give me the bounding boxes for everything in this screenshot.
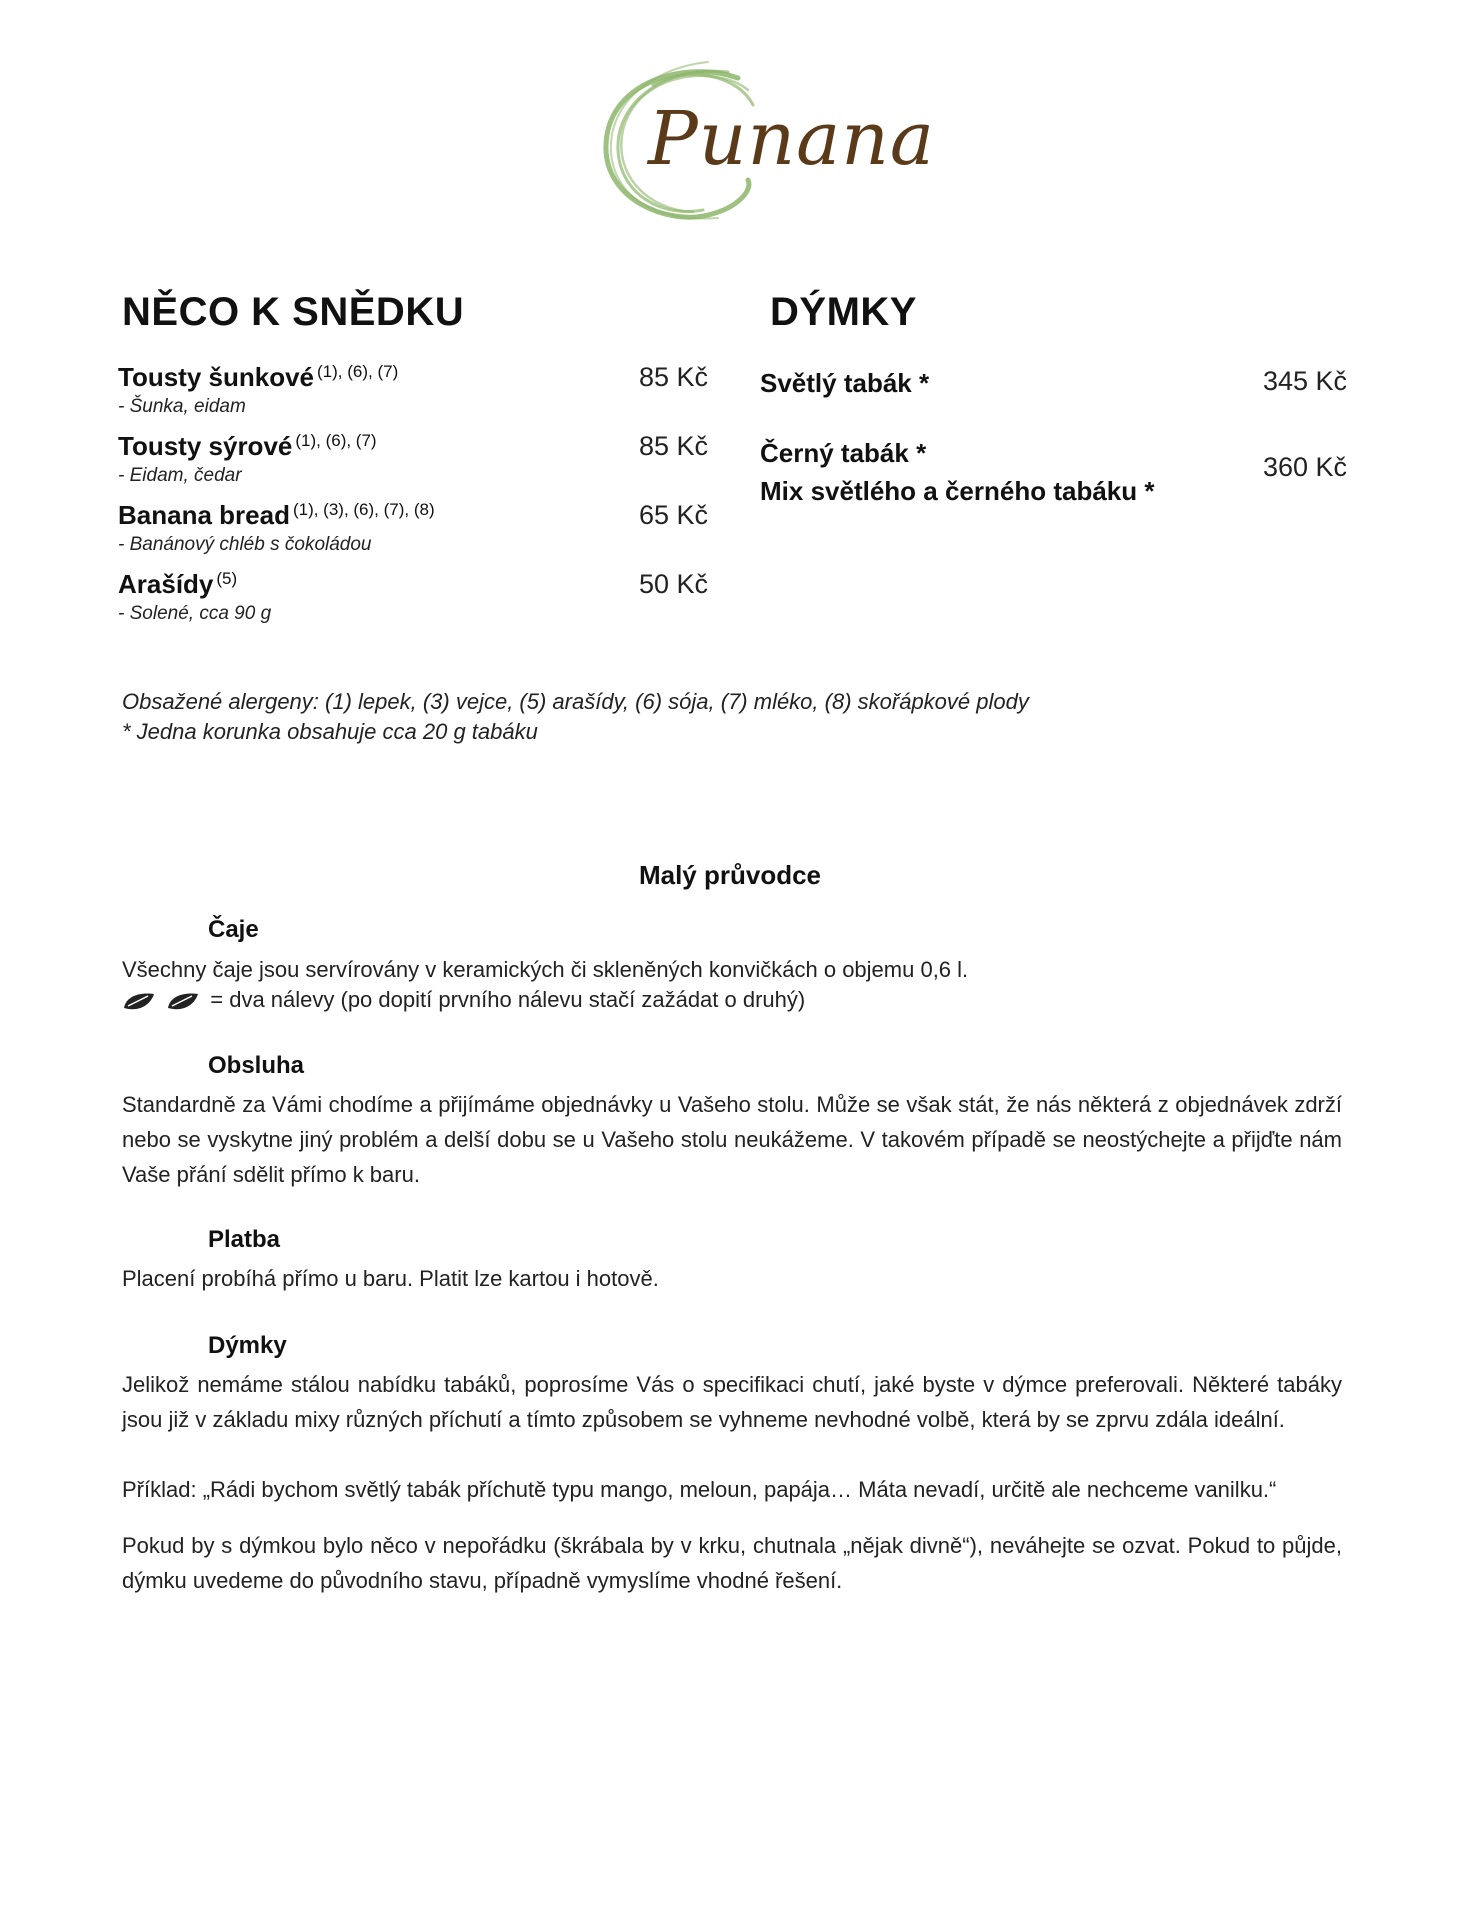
pipes-guide-problem: Pokud by s dýmkou bylo něco v nepořádku (škrábala by v krku, chutnala „nějak divně“), neváhejte se ozvat. Pokud to půjde, dýmku uvedeme do původního stavu, případně vymyslíme vhodné řešení. [122, 1533, 1342, 1593]
pipes-guide-text: Jelikož nemáme stálou nabídku tabáků, poprosíme Vás o specifikaci chutí, jaké byste v dýmce preferovali. Některé tabáky jsou již v základu mixy různých příchutí a tímto způsobem se vyhneme nevhodné volbě, která by se zprvu zdála ideální. [122, 1372, 1342, 1432]
menu-item [118, 500, 708, 556]
service-heading: Obsluha [208, 1052, 305, 1079]
item-description: - Solené, cca 90 g [118, 603, 272, 624]
infusion-text: = dva nálevy (po dopití prvního nálevu stačí zažádat o druhý) [210, 987, 806, 1012]
pipe-item-name: Světlý tabák * [760, 368, 930, 398]
pipe-item-name-mix: Mix světlého a černého tabáku * [760, 476, 1155, 506]
teas-infusion-note [122, 982, 1342, 1017]
teas-text: Všechny čaje jsou servírovány v keramických či skleněných konvičkách o objemu 0,6 l. [122, 957, 969, 982]
pipe-item-price: 360 Kč [1263, 452, 1348, 482]
tobacco-note: * Jedna korunka obsahuje cca 20 g tabáku [122, 719, 538, 744]
pipes-guide-example: Příklad: „Rádi bychom světlý tabák příchutě typu mango, meloun, papája… Máta nevadí, určitě ale nechceme vanilku.“ [122, 1477, 1277, 1502]
logo-wordmark: Punana [648, 96, 936, 182]
item-description: - Banánový chléb s čokoládou [118, 534, 372, 555]
pipes-guide-heading: Dýmky [208, 1332, 287, 1359]
item-price: 85 Kč [638, 362, 708, 392]
item-price: 85 Kč [638, 431, 708, 461]
allergen-note: Obsažené alergeny: (1) lepek, (3) vejce, (5) arašídy, (6) sója, (7) mléko, (8) skořápkové plody [122, 689, 1029, 714]
payment-heading: Platba [208, 1226, 281, 1253]
item-allergens: (1), (6), (7) [317, 362, 399, 381]
item-price: 65 Kč [638, 500, 708, 530]
payment-text: Placení probíhá přímo u baru. Platit lze kartou i hotově. [122, 1266, 659, 1291]
pipe-item [760, 434, 1154, 510]
pipe-item-name: Černý tabák * [760, 438, 927, 468]
tea-leaf-icon [122, 987, 166, 1012]
punana-logo [588, 50, 936, 230]
item-allergens: (5) [216, 569, 238, 588]
item-description: - Eidam, čedar [118, 465, 242, 486]
item-price: 50 Kč [638, 569, 708, 599]
item-name: Arašídy [118, 569, 214, 599]
pipe-item-price: 345 Kč [1263, 366, 1348, 396]
teas-heading: Čaje [208, 916, 259, 943]
menu-item [118, 569, 708, 625]
item-description: - Šunka, eidam [118, 396, 246, 417]
service-text: Standardně za Vámi chodíme a přijímáme objednávky u Vašeho stolu. Může se však stát, že nás některá z objednávek zdrží nebo se vyskytne jiný problém a delší dobu se u Vašeho stolu neukážeme. V takovém případě se neostýchejte a přijďte nám Vaše přání sdělit přímo k baru. [122, 1092, 1342, 1187]
pipes-title: DÝMKY [770, 290, 917, 334]
item-allergens: (1), (3), (6), (7), (8) [292, 500, 435, 519]
item-allergens: (1), (6), (7) [295, 431, 377, 450]
tea-leaf-icon [166, 987, 210, 1012]
menu-item [118, 431, 708, 487]
guide-title: Malý průvodce [638, 860, 822, 890]
menu-item [118, 362, 708, 418]
item-name: Banana bread [118, 500, 290, 530]
item-name: Tousty sýrové [118, 431, 293, 461]
item-name: Tousty šunkové [118, 362, 315, 392]
snacks-title: NĚCO K SNĚDKU [122, 290, 465, 334]
